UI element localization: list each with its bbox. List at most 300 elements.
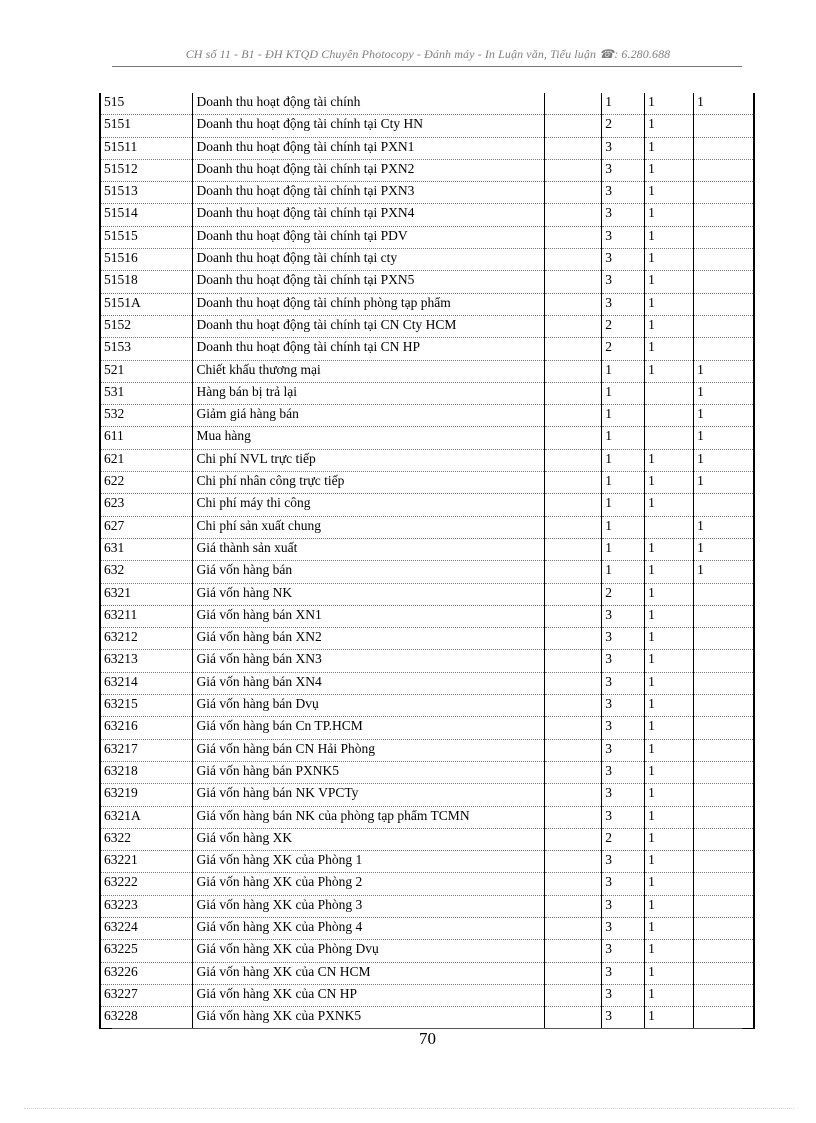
account-code-cell: 63226 [100,962,193,984]
flag-cell [694,605,754,627]
empty-cell [545,851,602,873]
flag-cell: 1 [645,494,694,516]
account-name-cell: Giá vốn hàng XK của PXNK5 [193,1007,545,1029]
level-cell: 2 [602,828,645,850]
empty-cell [545,182,602,204]
account-name-cell: Giá vốn hàng XK của Phòng 4 [193,917,545,939]
flag-cell [694,338,754,360]
level-cell: 2 [602,315,645,337]
flag-cell [694,315,754,337]
account-name-cell: Giá vốn hàng XK của CN HCM [193,962,545,984]
table-row [100,249,754,271]
account-code-cell: 63221 [100,851,193,873]
flag-cell [694,984,754,1006]
account-name-cell: Giá vốn hàng bán XN3 [193,650,545,672]
empty-cell [545,516,602,538]
account-name-cell: Doanh thu hoạt động tài chính tại PDV [193,226,545,248]
empty-cell [545,494,602,516]
level-cell: 3 [602,271,645,293]
table-row [100,226,754,248]
flag-cell [694,204,754,226]
table-row [100,650,754,672]
account-code-cell: 63213 [100,650,193,672]
account-code-cell: 63223 [100,895,193,917]
flag-cell: 1 [645,93,694,115]
level-cell: 1 [602,494,645,516]
account-code-cell: 6321A [100,806,193,828]
account-code-cell: 6322 [100,828,193,850]
table-row [100,538,754,560]
flag-cell [694,739,754,761]
empty-cell [545,672,602,694]
empty-cell [545,583,602,605]
table-row [100,695,754,717]
table-row [100,182,754,204]
level-cell: 1 [602,561,645,583]
table-row [100,784,754,806]
account-code-cell: 51518 [100,271,193,293]
account-name-cell: Chi phí sản xuất chung [193,516,545,538]
account-name-cell: Giá vốn hàng bán CN Hải Phòng [193,739,545,761]
empty-cell [545,204,602,226]
table-row [100,628,754,650]
flag-cell [694,583,754,605]
flag-cell [694,695,754,717]
level-cell: 3 [602,717,645,739]
table-row [100,338,754,360]
level-cell: 3 [602,605,645,627]
flag-cell [694,873,754,895]
level-cell: 3 [602,739,645,761]
flag-cell [694,182,754,204]
flag-cell [694,271,754,293]
flag-cell [694,650,754,672]
level-cell: 3 [602,1007,645,1029]
level-cell: 3 [602,940,645,962]
account-name-cell: Doanh thu hoạt động tài chính phòng tạp phẩm [193,293,545,315]
flag-cell: 1 [645,271,694,293]
table-row [100,806,754,828]
account-code-cell: 515 [100,93,193,115]
flag-cell: 1 [645,940,694,962]
flag-cell: 1 [694,93,754,115]
account-name-cell: Doanh thu hoạt động tài chính tại Cty HN [193,115,545,137]
account-code-cell: 531 [100,382,193,404]
flag-cell: 1 [645,115,694,137]
account-name-cell: Giá vốn hàng bán XN4 [193,672,545,694]
flag-cell: 1 [645,249,694,271]
table-row [100,873,754,895]
table-row [100,472,754,494]
table-row [100,271,754,293]
empty-cell [545,449,602,471]
empty-cell [545,360,602,382]
empty-cell [545,917,602,939]
flag-cell: 1 [645,315,694,337]
account-code-cell: 63214 [100,672,193,694]
level-cell: 1 [602,405,645,427]
flag-cell: 1 [645,293,694,315]
empty-cell [545,93,602,115]
flag-cell [694,851,754,873]
flag-cell [694,895,754,917]
account-name-cell: Giá thành sản xuất [193,538,545,560]
flag-cell: 1 [645,204,694,226]
flag-cell: 1 [645,917,694,939]
account-table [99,93,755,1029]
account-name-cell: Giá vốn hàng XK của CN HP [193,984,545,1006]
level-cell: 1 [602,93,645,115]
account-name-cell: Giá vốn hàng NK [193,583,545,605]
account-name-cell: Doanh thu hoạt động tài chính tại PXN5 [193,271,545,293]
flag-cell: 1 [694,561,754,583]
account-name-cell: Doanh thu hoạt động tài chính [193,93,545,115]
table-row [100,204,754,226]
empty-cell [545,695,602,717]
account-code-cell: 5152 [100,315,193,337]
page-header: CH số 11 - B1 - ĐH KTQD Chuyên Photocopy - Đánh máy - In Luận văn, Tiểu luận ☎: 6.280.688 [185,47,671,61]
empty-cell [545,115,602,137]
flag-cell: 1 [645,717,694,739]
empty-cell [545,159,602,181]
flag-cell: 1 [694,516,754,538]
account-name-cell: Chi phí máy thi công [193,494,545,516]
empty-cell [545,226,602,248]
table-row [100,672,754,694]
table-row [100,137,754,159]
empty-cell [545,315,602,337]
empty-cell [545,1007,602,1029]
flag-cell [694,1007,754,1029]
account-name-cell: Doanh thu hoạt động tài chính tại cty [193,249,545,271]
account-code-cell: 63224 [100,917,193,939]
table-row [100,360,754,382]
account-name-cell: Chi phí nhân công trực tiếp [193,472,545,494]
flag-cell: 1 [645,695,694,717]
flag-cell: 1 [645,182,694,204]
level-cell: 1 [602,538,645,560]
account-code-cell: 63218 [100,761,193,783]
table-row [100,159,754,181]
empty-cell [545,427,602,449]
flag-cell: 1 [645,605,694,627]
account-code-cell: 63227 [100,984,193,1006]
empty-cell [545,717,602,739]
account-name-cell: Giá vốn hàng bán PXNK5 [193,761,545,783]
account-name-cell: Giá vốn hàng XK của Phòng 2 [193,873,545,895]
level-cell: 3 [602,917,645,939]
level-cell: 3 [602,672,645,694]
account-code-cell: 51516 [100,249,193,271]
table-row [100,917,754,939]
page-bottom-divider [24,1108,794,1109]
account-code-cell: 63211 [100,605,193,627]
empty-cell [545,293,602,315]
level-cell: 3 [602,962,645,984]
page-number: 70 [419,1029,436,1048]
flag-cell [694,940,754,962]
account-code-cell: 51515 [100,226,193,248]
level-cell: 3 [602,806,645,828]
flag-cell: 1 [645,159,694,181]
account-code-cell: 63212 [100,628,193,650]
flag-cell [645,382,694,404]
empty-cell [545,984,602,1006]
level-cell: 2 [602,115,645,137]
flag-cell [694,137,754,159]
account-name-cell: Giá vốn hàng bán XN1 [193,605,545,627]
flag-cell [694,828,754,850]
flag-cell: 1 [645,895,694,917]
flag-cell: 1 [645,449,694,471]
level-cell: 3 [602,851,645,873]
flag-cell: 1 [645,137,694,159]
account-code-cell: 627 [100,516,193,538]
table-row [100,382,754,404]
level-cell: 3 [602,628,645,650]
flag-cell [694,806,754,828]
level-cell: 1 [602,449,645,471]
level-cell: 1 [602,516,645,538]
empty-cell [545,628,602,650]
level-cell: 3 [602,695,645,717]
flag-cell: 1 [645,761,694,783]
flag-cell: 1 [645,650,694,672]
flag-cell: 1 [645,1007,694,1029]
flag-cell: 1 [645,984,694,1006]
empty-cell [545,650,602,672]
level-cell: 3 [602,182,645,204]
flag-cell [694,226,754,248]
account-code-cell: 632 [100,561,193,583]
flag-cell: 1 [694,472,754,494]
flag-cell: 1 [694,382,754,404]
empty-cell [545,405,602,427]
flag-cell: 1 [645,851,694,873]
flag-cell [645,516,694,538]
empty-cell [545,784,602,806]
table-row [100,405,754,427]
flag-cell [694,159,754,181]
level-cell: 3 [602,650,645,672]
account-name-cell: Giá vốn hàng bán NK của phòng tạp phẩm TCMN [193,806,545,828]
account-name-cell: Hàng bán bị trả lại [193,382,545,404]
level-cell: 3 [602,873,645,895]
account-name-cell: Chiết khấu thương mại [193,360,545,382]
account-code-cell: 631 [100,538,193,560]
table-row [100,93,754,115]
flag-cell [694,115,754,137]
empty-cell [545,538,602,560]
flag-cell: 1 [645,739,694,761]
account-name-cell: Giá vốn hàng XK của Phòng Dvụ [193,940,545,962]
level-cell: 2 [602,583,645,605]
level-cell: 1 [602,427,645,449]
level-cell: 3 [602,159,645,181]
table-row [100,583,754,605]
table-row [100,895,754,917]
account-code-cell: 63217 [100,739,193,761]
account-name-cell: Doanh thu hoạt động tài chính tại CN HP [193,338,545,360]
account-code-cell: 63219 [100,784,193,806]
account-name-cell: Giá vốn hàng XK của Phòng 1 [193,851,545,873]
flag-cell [645,427,694,449]
flag-cell [694,962,754,984]
account-code-cell: 621 [100,449,193,471]
table-row [100,940,754,962]
account-code-cell: 63225 [100,940,193,962]
table-row [100,449,754,471]
table-row [100,605,754,627]
empty-cell [545,962,602,984]
flag-cell [694,717,754,739]
table-row [100,494,754,516]
empty-cell [545,137,602,159]
level-cell: 3 [602,226,645,248]
flag-cell [694,249,754,271]
flag-cell: 1 [645,338,694,360]
table-row [100,1007,754,1029]
account-code-cell: 51511 [100,137,193,159]
flag-cell [694,917,754,939]
flag-cell [694,784,754,806]
table-row [100,115,754,137]
table-row [100,561,754,583]
account-code-cell: 63216 [100,717,193,739]
level-cell: 3 [602,204,645,226]
level-cell: 3 [602,293,645,315]
flag-cell: 1 [645,784,694,806]
empty-cell [545,249,602,271]
account-name-cell: Giá vốn hàng XK [193,828,545,850]
empty-cell [545,338,602,360]
flag-cell: 1 [645,472,694,494]
account-name-cell: Doanh thu hoạt động tài chính tại PXN3 [193,182,545,204]
table-row [100,851,754,873]
flag-cell: 1 [694,449,754,471]
account-name-cell: Mua hàng [193,427,545,449]
flag-cell: 1 [645,873,694,895]
flag-cell: 1 [645,538,694,560]
flag-cell: 1 [694,538,754,560]
level-cell: 3 [602,137,645,159]
account-code-cell: 5153 [100,338,193,360]
flag-cell: 1 [645,672,694,694]
table-row [100,761,754,783]
flag-cell: 1 [645,962,694,984]
table-row [100,315,754,337]
account-code-cell: 622 [100,472,193,494]
account-code-cell: 6321 [100,583,193,605]
table-row [100,962,754,984]
account-name-cell: Doanh thu hoạt động tài chính tại CN Cty HCM [193,315,545,337]
empty-cell [545,605,602,627]
account-name-cell: Giá vốn hàng bán XN2 [193,628,545,650]
table-row [100,516,754,538]
empty-cell [545,739,602,761]
table-row [100,984,754,1006]
empty-cell [545,828,602,850]
account-name-cell: Giá vốn hàng bán Cn TP.HCM [193,717,545,739]
account-name-cell: Doanh thu hoạt động tài chính tại PXN2 [193,159,545,181]
account-name-cell: Doanh thu hoạt động tài chính tại PXN1 [193,137,545,159]
flag-cell [694,672,754,694]
level-cell: 1 [602,472,645,494]
account-code-cell: 51513 [100,182,193,204]
account-code-cell: 51512 [100,159,193,181]
empty-cell [545,561,602,583]
empty-cell [545,940,602,962]
table-row [100,828,754,850]
account-table-body [100,93,754,1029]
flag-cell [694,761,754,783]
account-code-cell: 532 [100,405,193,427]
level-cell: 3 [602,784,645,806]
empty-cell [545,382,602,404]
flag-cell [694,628,754,650]
account-code-cell: 5151 [100,115,193,137]
account-code-cell: 611 [100,427,193,449]
account-name-cell: Giá vốn hàng bán NK VPCTy [193,784,545,806]
account-code-cell: 51514 [100,204,193,226]
level-cell: 3 [602,984,645,1006]
flag-cell: 1 [645,561,694,583]
account-code-cell: 63222 [100,873,193,895]
table-row [100,293,754,315]
flag-cell: 1 [694,427,754,449]
header-rule [112,66,742,67]
empty-cell [545,761,602,783]
flag-cell: 1 [694,360,754,382]
empty-cell [545,472,602,494]
flag-cell: 1 [645,226,694,248]
empty-cell [545,271,602,293]
level-cell: 3 [602,895,645,917]
flag-cell: 1 [645,806,694,828]
flag-cell [694,494,754,516]
table-row [100,427,754,449]
account-name-cell: Chi phí NVL trực tiếp [193,449,545,471]
empty-cell [545,895,602,917]
level-cell: 1 [602,382,645,404]
flag-cell: 1 [645,360,694,382]
flag-cell [694,293,754,315]
table-row [100,739,754,761]
flag-cell: 1 [694,405,754,427]
empty-cell [545,806,602,828]
empty-cell [545,873,602,895]
account-name-cell: Giá vốn hàng XK của Phòng 3 [193,895,545,917]
level-cell: 1 [602,360,645,382]
account-name-cell: Doanh thu hoạt động tài chính tại PXN4 [193,204,545,226]
level-cell: 2 [602,338,645,360]
level-cell: 3 [602,761,645,783]
account-code-cell: 5151A [100,293,193,315]
account-code-cell: 623 [100,494,193,516]
flag-cell [645,405,694,427]
flag-cell: 1 [645,583,694,605]
account-name-cell: Giá vốn hàng bán Dvụ [193,695,545,717]
account-code-cell: 63228 [100,1007,193,1029]
flag-cell: 1 [645,628,694,650]
account-name-cell: Giảm giá hàng bán [193,405,545,427]
account-code-cell: 521 [100,360,193,382]
flag-cell: 1 [645,828,694,850]
account-name-cell: Giá vốn hàng bán [193,561,545,583]
level-cell: 3 [602,249,645,271]
table-row [100,717,754,739]
account-code-cell: 63215 [100,695,193,717]
